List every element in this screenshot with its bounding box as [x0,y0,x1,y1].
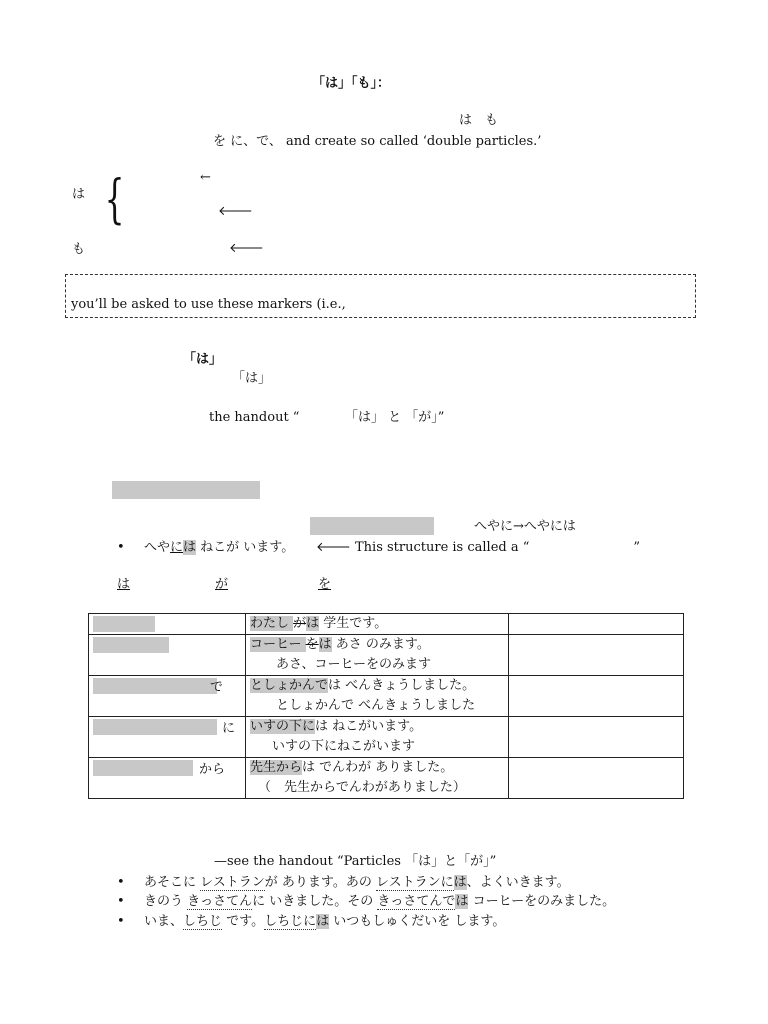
intro-line: を に、で、 and create so called ‘double particles.’ [213,134,542,149]
table-rewrite: あさ、コーヒーをのみます [276,657,431,672]
arrow-left-bold-icon: 🡐 [218,204,253,219]
section-ha-title: 「は」 [183,352,223,367]
table-row [89,758,684,799]
list-item: きのう きっさてんに いきました。その きっさてんでは コーヒーをのみました。 [144,894,616,909]
table-cell-blank [509,717,684,758]
bullet-icon: • [117,875,125,890]
diagram-ha: は [72,187,86,202]
table-cell-label [89,717,246,758]
arrow-left-icon: ← [200,170,211,185]
table-rewrite: いすの下にねこがいます [272,739,416,754]
table-rewrite: としょかんで べんきょうしました [276,698,476,713]
table-row [89,614,684,635]
list-item: あそこに レストランが あります。あの レストランには、よくいきます。 [144,875,570,890]
table-cell-example: コーヒー をは あさ のみます。 あさ、コーヒーをのみます [246,635,509,676]
table-cell-label [89,676,246,717]
section-ha-sub: 「は」 [232,371,272,386]
table-rewrite: （ 先生からでんわがありました） [258,780,466,795]
example-noun: へや [144,540,171,555]
page-title: 「は」「も」： [312,76,391,91]
table-cell-example: 先生からは でんわが ありました。 （ 先生からでんわがありました） [246,758,509,799]
table-cell-label [89,614,246,635]
table-row [89,717,684,758]
particle-ni: に [170,540,184,555]
table-cell-blank [509,676,684,717]
table-cell-example: としょかんでは べんきょうしました。 としょかんで べんきょうしました [246,676,509,717]
particle-table [88,613,684,799]
diagram-mo: も [72,242,86,257]
redacted-heading [112,481,260,499]
particle-ha: は [183,540,197,555]
table-cell-example: わたし がは 学生です。 [246,614,509,635]
note-text: you’ll be asked to use these markers (i.e., [71,297,346,312]
particle-wo-label: を [318,577,332,592]
structure-note: 🡐 This structure is called a “ ” [316,540,641,555]
table-row [89,635,684,676]
arrow-left-bold-icon: 🡐 [229,241,264,256]
list-item: いま、しちじ です。しちじには いつもしゅくだいを します。 [144,914,506,929]
handout-ref: the handout “ 「は」 と 「が」” [209,410,445,425]
table-cell-blank [509,635,684,676]
table-cell-label [89,758,246,799]
particle-ga-label: が [215,577,229,592]
redacted-term [310,517,434,535]
brace-icon: { [104,170,125,230]
bullet-icon: • [117,540,125,555]
bullet-icon: • [117,914,125,929]
intro-ha-mo: は も [459,113,499,128]
table-row [89,676,684,717]
table-cell-label [89,635,246,676]
table-cell-blank [509,614,684,635]
table-cell-example: いすの下には ねこがいます。 いすの下にねこがいます [246,717,509,758]
table-particle: で [209,680,223,695]
bullet-icon: • [117,894,125,909]
see-handout: —see the handout “Particles 「は」と「が」” [214,854,497,869]
table-particle: から [198,762,225,777]
table-cell-blank [509,758,684,799]
table-particle: に [221,721,235,736]
example-rest: ねこが います。 [196,540,295,555]
example-sentence [144,540,294,556]
example-rule: へやに→へやには [474,519,576,534]
particle-ha-label: は [117,577,131,592]
